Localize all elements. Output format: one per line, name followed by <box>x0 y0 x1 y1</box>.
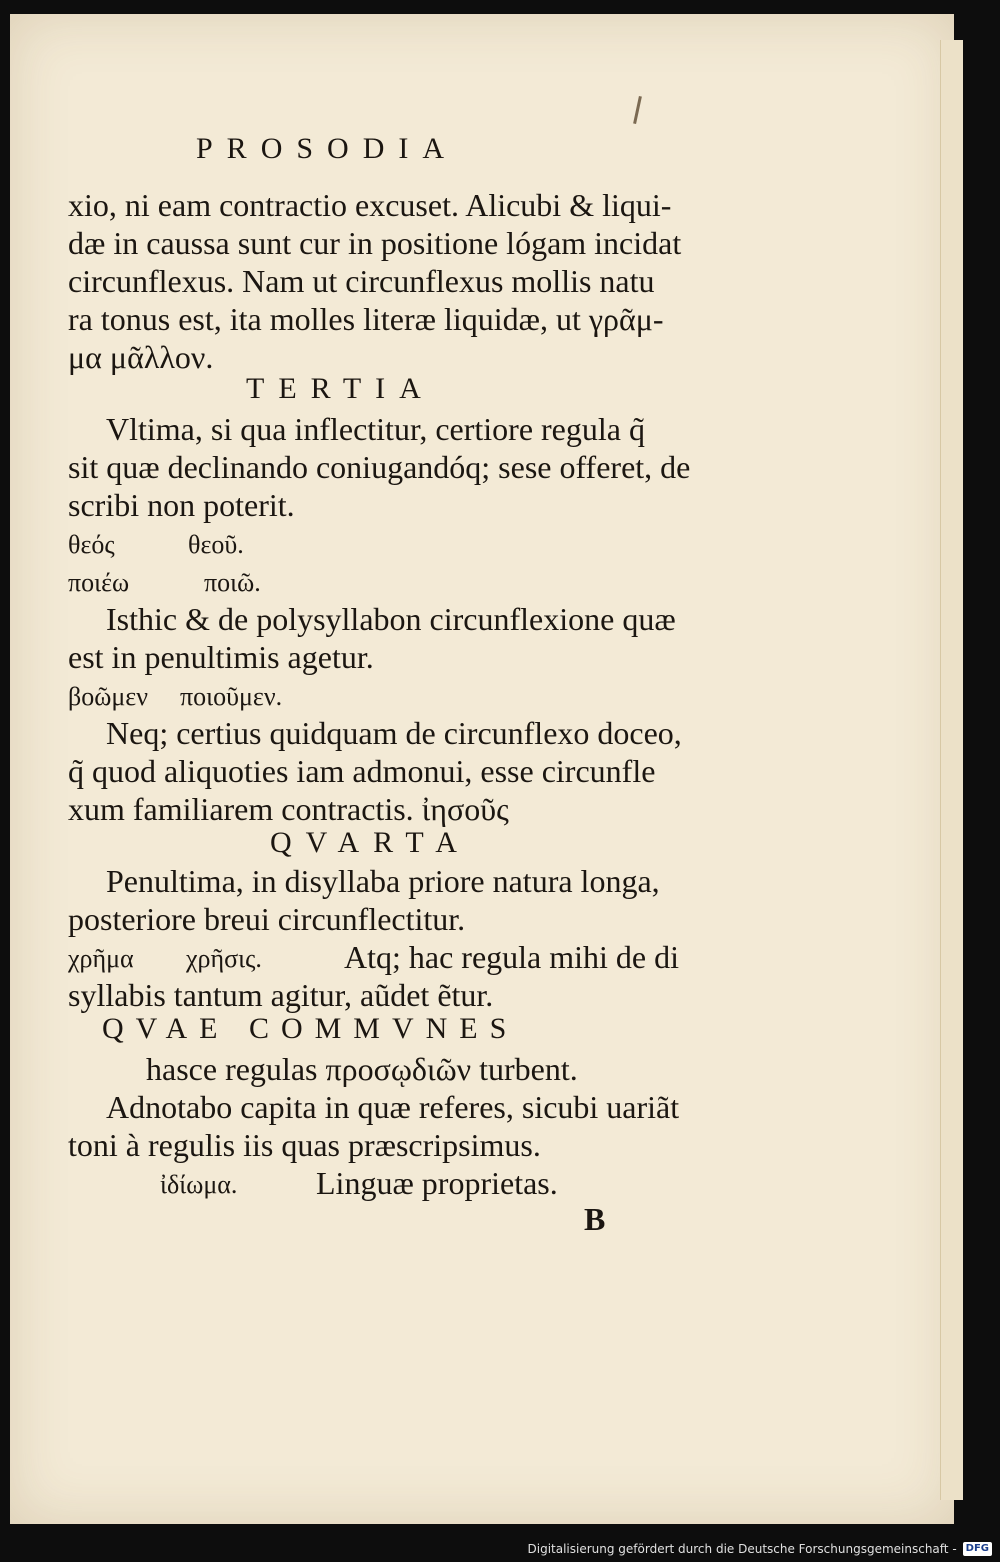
last-latin-line: Linguæ proprietas. <box>316 1165 558 1201</box>
quarta-line-3: Atq; hac regula mihi de di <box>344 939 680 975</box>
signature-mark: B <box>584 1201 606 1237</box>
greek-word: βοῶμεν <box>68 682 148 711</box>
tertia-line-8: xum familiarem contractis. ἰησοῦς <box>68 791 509 827</box>
section-title-communes: QVAE COMMVNES <box>102 1012 519 1045</box>
communes-line-1: Adnotabo capita in quæ referes, sicubi uariãt <box>106 1089 680 1125</box>
greek-word: ποιέω <box>68 568 130 597</box>
section-title-tertia: TERTIA <box>246 372 435 405</box>
tertia-line-2: sit quæ declinando coniugandóq; sese offeret, de <box>68 449 691 485</box>
tertia-line-4: Isthic & de polysyllabon circunflexione quæ <box>106 601 676 637</box>
body-line-5: μα μᾶλλον. <box>68 339 214 375</box>
communes-line-2: toni à regulis iis quas præscripsimus. <box>68 1127 541 1163</box>
tertia-line-3: scribi non poterit. <box>68 487 295 523</box>
page-edge <box>940 40 963 1500</box>
greek-word: θεός <box>68 530 115 559</box>
greek-word: χρῆσις. <box>186 944 262 973</box>
greek-word: ποιῶ. <box>204 568 261 597</box>
quarta-line-4: syllabis tantum agitur, aũdet ẽtur. <box>68 977 494 1013</box>
body-line-2: dæ in caussa sunt cur in positione lógam incidat <box>68 225 682 261</box>
greek-word: ἰδίωμα. <box>160 1170 238 1199</box>
tertia-line-1: Vltima, si qua inflectitur, certiore regula q̃ <box>106 411 645 447</box>
body-line-4: ra tonus est, ita molles literæ liquidæ, ut γρᾶμ- <box>68 301 664 337</box>
body-line-3: circunflexus. Nam ut circunflexus mollis natu <box>68 263 655 299</box>
quarta-line-2: posteriore breui circunflectitur. <box>68 901 466 937</box>
communes-subtitle: hasce regulas προσῳδιῶν turbent. <box>146 1051 578 1087</box>
tertia-line-7: q̃ quod aliquoties iam admonui, esse circunfle <box>68 753 656 789</box>
page-header: PROSODIA <box>196 132 459 165</box>
tertia-line-6: Neq; certius quidquam de circunflexo doceo, <box>106 715 682 751</box>
footer-text: Digitalisierung gefördert durch die Deutsche Forschungsgemeinschaft - <box>527 1542 957 1556</box>
quarta-line-1: Penultima, in disyllaba priore natura longa, <box>106 863 660 899</box>
tertia-line-5: est in penultimis agetur. <box>68 639 374 675</box>
section-title-quarta: QVARTA <box>270 826 471 859</box>
body-line-1: xio, ni eam contractio excuset. Alicubi & liqui- <box>68 187 672 223</box>
greek-word: ποιοῦμεν. <box>180 682 283 711</box>
greek-word: θεοῦ. <box>188 530 244 559</box>
digitization-footer <box>528 1540 993 1558</box>
dfg-logo: DFG <box>963 1542 992 1556</box>
greek-word: χρῆμα <box>68 944 134 973</box>
